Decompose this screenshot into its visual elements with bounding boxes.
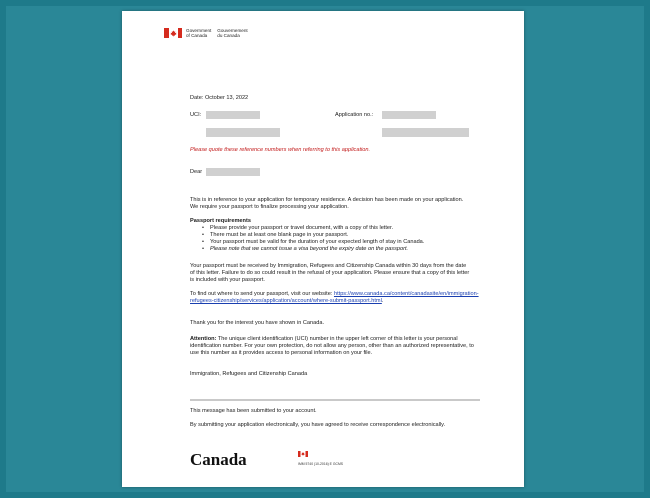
letter-page <box>122 11 524 487</box>
divider <box>190 399 480 401</box>
canada-flag-icon <box>164 28 182 38</box>
requirement-item: • Your passport must be valid for the duration of your expected length of stay in Canada. <box>210 239 480 246</box>
salutation: Dear <box>190 169 203 175</box>
requirement-note: • Please note that we cannot issue a visa beyond the expiry date on the passport. <box>210 246 480 253</box>
receipt-paragraph: Your passport must be received by Immigration, Refugees and Citizenship Canada within 30 days from the date of this letter. Failure to do so could result in the refusal of your application. Please ensure that a copy of this letter is included with your passport. <box>190 263 470 283</box>
requirement-item: • There must be at least one blank page in your passport. <box>210 232 480 239</box>
attention-paragraph: Attention: The unique client identification (UCI) number in the upper left corner of this letter is your personal identification number. For your own protection, do not allow any person, other than an authorized representative, to use this number as it provides access to personal information on your file. <box>190 336 474 356</box>
uci-extra-redacted <box>206 128 280 137</box>
thanks-line: Thank you for the interest you have shown in Canada. <box>190 320 325 326</box>
form-code: IMM 5740 (10-2016) E GCMS <box>298 462 344 466</box>
uci-label: UCI: <box>190 112 202 118</box>
government-en: Government of Canada <box>186 28 212 38</box>
signature-line: Immigration, Refugees and Citizenship Canada <box>190 371 308 377</box>
date-value: October 13, 2022 <box>204 95 249 101</box>
requirements-title: Passport requirements <box>190 218 251 224</box>
send-paragraph: To find out where to send your passport, visit our website: https://www.canada.ca/content/canadasite/en/immigration-refugees-citizenship/services/application/account/where-submit-passport.html. <box>190 291 479 304</box>
attention-label: Attention: <box>190 336 217 342</box>
passport-submission-link[interactable]: https://www.canada.ca/content/canadasite/en/immigration-refugees-citizenship/services/application/account/where-submit-passport.html <box>190 291 479 304</box>
requirement-item: • Please provide your passport or travel document, with a copy of this letter. <box>210 225 480 232</box>
date-line: Date: October 13, 2022 <box>190 95 249 101</box>
application-redacted <box>382 111 436 119</box>
consent-paragraph: By submitting your application electronically, you have agreed to receive correspondence electronically. <box>190 422 446 428</box>
name-redacted <box>206 168 260 176</box>
uci-redacted <box>206 111 260 119</box>
wordmark-flag-icon <box>298 451 308 457</box>
application-extra-redacted <box>382 128 469 137</box>
government-fr: Gouvernement du Canada <box>217 28 248 38</box>
reference-note: Please quote these reference numbers when referring to this application. <box>190 147 371 153</box>
government-signature <box>164 27 254 39</box>
canada-wordmark: Canada <box>190 450 247 469</box>
application-label: Application no.: <box>335 112 374 118</box>
passport-requirements <box>190 218 480 253</box>
submitted-line: This message has been submitted to your account. <box>190 408 317 414</box>
intro-paragraph: This is in reference to your application for temporary residence. A decision has been made on your application. We require your passport to finalize processing your application. <box>190 197 464 210</box>
